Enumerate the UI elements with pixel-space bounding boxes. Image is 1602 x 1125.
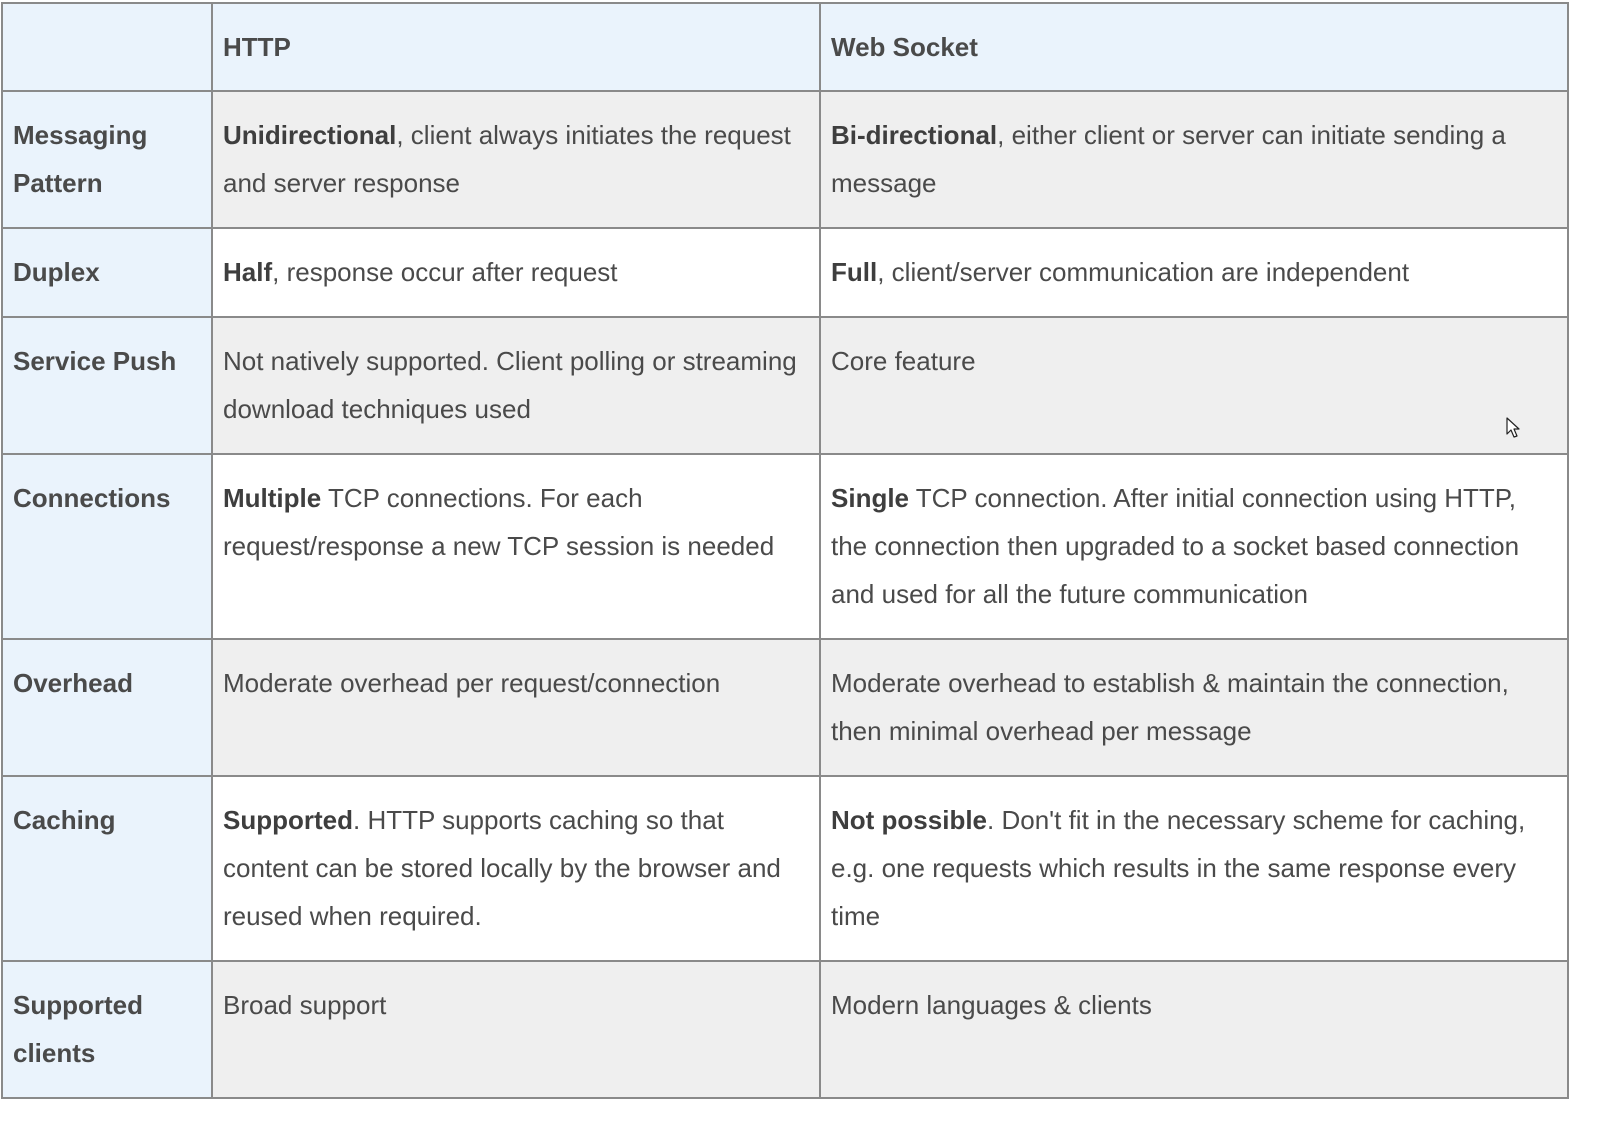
http-cell: [212, 317, 820, 454]
http-text: Not natively supported. Client polling or streaming download techniques used: [223, 346, 797, 424]
ws-text: Core feature: [831, 346, 976, 376]
ws-lead: Bi-directional: [831, 120, 998, 150]
websocket-cell: [820, 228, 1568, 317]
websocket-cell: [820, 639, 1568, 776]
http-cell: [212, 776, 820, 961]
http-cell: [212, 454, 820, 639]
http-text: , response occur after request: [272, 257, 618, 287]
table-row: [2, 776, 1568, 961]
ws-text: TCP connection. After initial connection using HTTP, the connection then upgraded to a socket based connection and used for all the future communication: [831, 483, 1520, 609]
ws-lead: Single: [831, 483, 910, 513]
row-label: Overhead: [2, 639, 212, 776]
table-row: [2, 228, 1568, 317]
row-label: Duplex: [2, 228, 212, 317]
header-http: HTTP: [212, 3, 820, 91]
websocket-cell: [820, 317, 1568, 454]
ws-text: Moderate overhead to establish & maintain the connection, then minimal overhead per message: [831, 668, 1509, 746]
ws-text: , client/server communication are independent: [877, 257, 1410, 287]
http-lead: Multiple: [223, 483, 322, 513]
http-cell: [212, 228, 820, 317]
http-lead: Half: [223, 257, 273, 287]
websocket-cell: [820, 961, 1568, 1098]
row-label: Supported clients: [2, 961, 212, 1098]
row-label: Caching: [2, 776, 212, 961]
table-header-row: [2, 3, 1568, 91]
table-row: [2, 961, 1568, 1098]
table-row: [2, 317, 1568, 454]
http-text: Broad support: [223, 990, 387, 1020]
ws-lead: Full: [831, 257, 878, 287]
row-label: Messaging Pattern: [2, 91, 212, 228]
header-websocket: Web Socket: [820, 3, 1568, 91]
comparison-table: [1, 2, 1569, 1099]
table-row: [2, 91, 1568, 228]
websocket-cell: [820, 776, 1568, 961]
table-row: [2, 639, 1568, 776]
ws-lead: Not possible: [831, 805, 988, 835]
row-label: Service Push: [2, 317, 212, 454]
http-lead: Unidirectional: [223, 120, 397, 150]
http-text: Moderate overhead per request/connection: [223, 668, 721, 698]
ws-text: . Don't fit in the necessary scheme for caching, e.g. one requests which results in the same response every time: [831, 805, 1526, 931]
ws-text: Modern languages & clients: [831, 990, 1152, 1020]
mouse-pointer-icon: [1506, 417, 1522, 439]
table-row: [2, 454, 1568, 639]
websocket-cell: [820, 91, 1568, 228]
http-text: TCP connections. For each request/response a new TCP session is needed: [223, 483, 775, 561]
ws-text: , either client or server can initiate sending a message: [831, 120, 1506, 198]
http-text: . HTTP supports caching so that content can be stored locally by the browser and reused when required.: [223, 805, 781, 931]
http-text: , client always initiates the request and server response: [223, 120, 791, 198]
http-cell: [212, 91, 820, 228]
header-corner-cell: [2, 3, 212, 91]
http-lead: Supported: [223, 805, 353, 835]
http-cell: [212, 961, 820, 1098]
websocket-cell: [820, 454, 1568, 639]
http-cell: [212, 639, 820, 776]
row-label: Connections: [2, 454, 212, 639]
